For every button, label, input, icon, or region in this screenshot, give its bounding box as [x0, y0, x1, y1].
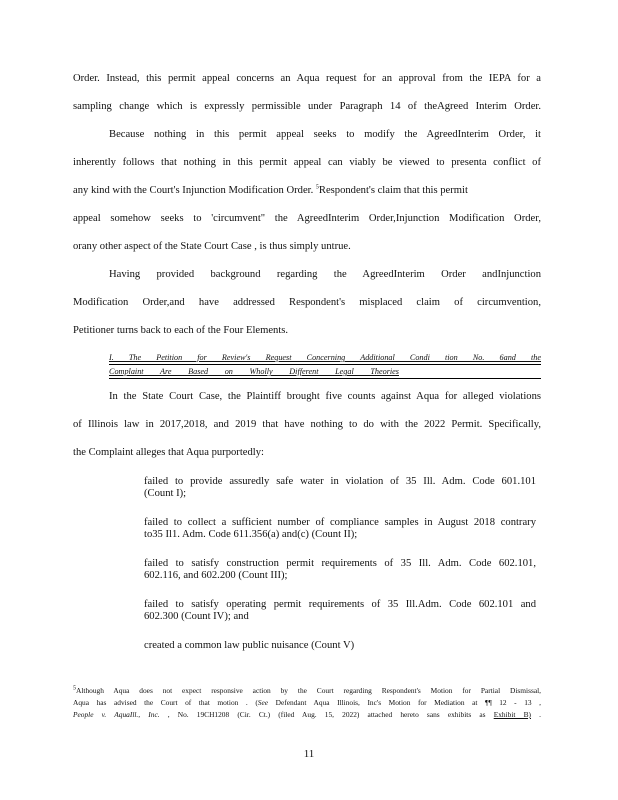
body-text: Respondent's claim that this permit: [318, 185, 468, 196]
body-line: Petitioner turns back to each of the Four Elements.: [73, 325, 289, 336]
body-line: In the State Court Case, the Plaintiff brought five counts against Aqua for alleged violations: [109, 391, 541, 402]
heading-rule: [109, 378, 541, 379]
body-text: any kind with the Court's Injunction Modification Order.: [73, 185, 314, 196]
list-item: failed to satisfy construction permit requirements of 35 Ill. Adm. Code 602.101, 602.116, and 602.200 (Count III);: [144, 558, 536, 581]
footnote-line: $^5$Although Aqua does not expect responsive action by the Court regarding Respondent's Motion for Partial Dismissal,: [73, 685, 541, 695]
footnote-line: People v. AquaIll., Inc. , No. 19CH1208 (Cir. Ct.) (filed Aug. 15, 2022) attached hereto sans exhibits as Exhibit B) .: [73, 710, 541, 719]
body-line: sampling change which is expressly permissible under Paragraph 14 of theAgreed Interim Order.: [73, 101, 541, 112]
list-item: created a common law public nuisance (Count V): [144, 640, 355, 651]
exhibit-link[interactable]: Exhibit B): [493, 710, 531, 719]
footnote-ref[interactable]: 5: [315, 184, 319, 191]
body-line: Order. Instead, this permit appeal concerns an Aqua request for an approval from the IEPA for a: [73, 73, 541, 84]
body-line: Because nothing in this permit appeal seeks to modify the AgreedInterim Order, it: [109, 129, 541, 140]
footnote-line: Aqua has advised the Court of that motion . (See Defendant Aqua Illinois, Inc's Motion for Mediation at ¶¶ 12 - 13 ,: [73, 698, 541, 707]
footnote-number: 5: [73, 685, 76, 692]
heading-rule: [109, 364, 541, 365]
list-item: failed to satisfy operating permit requirements of 35 Ill.Adm. Code 602.101 and 602.300 (Count IV); and: [144, 599, 536, 622]
body-line: orany other aspect of the State Court Case , is thus simply untrue.: [73, 241, 351, 252]
body-line: [73, 184, 541, 197]
section-heading-line: I. The Petition for Review's Request Concerning Additional Condi tion No. 6and the: [109, 353, 541, 362]
body-line: appeal somehow seeks to 'circumvent" the AgreedInterim Order,Injunction Modification Order,: [73, 213, 541, 224]
page-number: 11: [303, 748, 315, 760]
body-line: of Illinois law in 2017,2018, and 2019 that have nothing to do with the 2022 Permit. Specifically,: [73, 419, 541, 430]
body-line: Having provided background regarding the AgreedInterim Order andInjunction: [109, 269, 541, 280]
body-line: the Complaint alleges that Aqua purportedly:: [73, 447, 264, 458]
body-line: inherently follows that nothing in this permit appeal can viably be viewed to presenta conflict of: [73, 157, 541, 168]
body-line: Modification Order,and have addressed Respondent's misplaced claim of circumvention,: [73, 297, 541, 308]
list-item: failed to provide assuredly safe water in violation of 35 Ill. Adm. Code 601.101 (Count I);: [144, 476, 536, 499]
list-item: failed to collect a sufficient number of compliance samples in August 2018 contrary to35 Il1. Adm. Code 611.356(a) and(c) (Count II);: [144, 517, 536, 540]
section-heading-line: Complaint Are Based on Wholly Different Legal Theories: [109, 367, 399, 376]
